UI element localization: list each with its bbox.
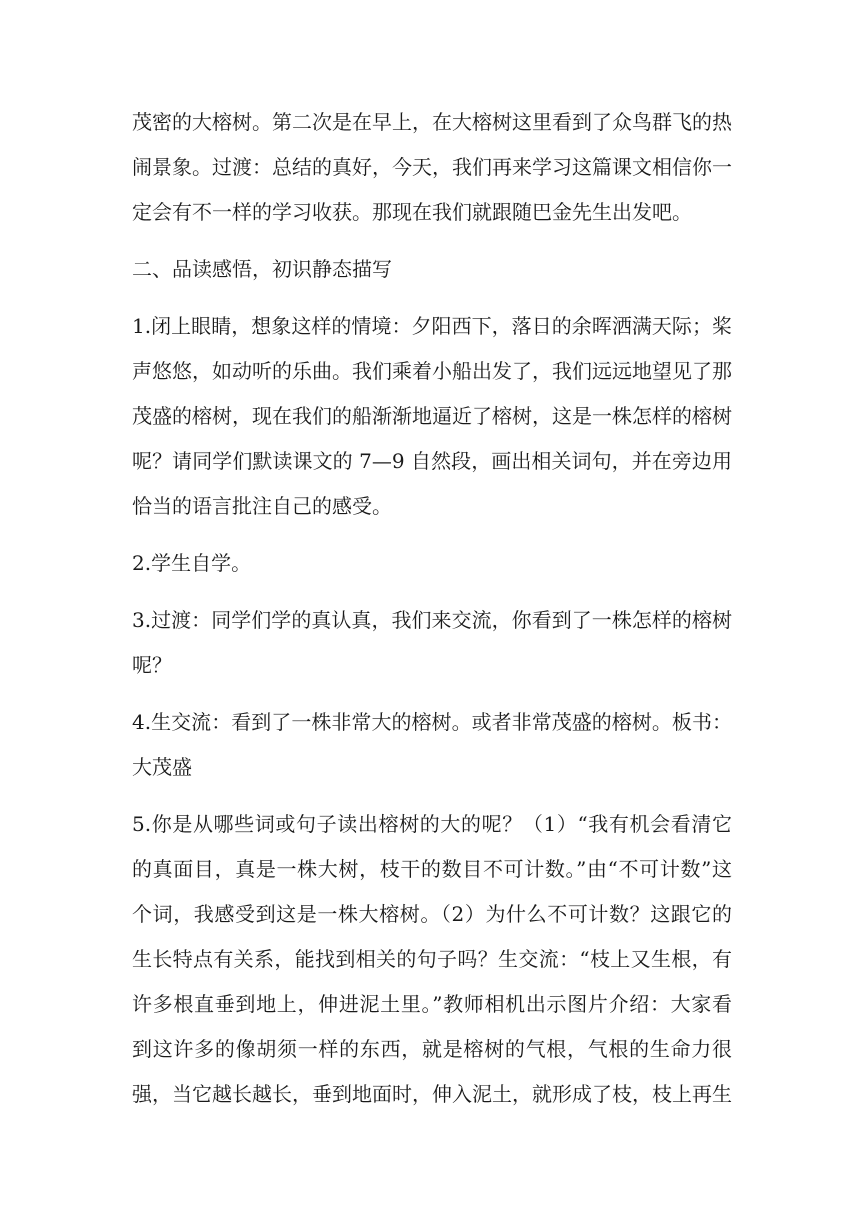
paragraph-continuation: 茂密的大榕树。第二次是在早上，在大榕树这里看到了众鸟群飞的热闹景象。过渡：总结的真好，今天，我们再来学习这篇课文相信你一定会有不一样的学习收获。那现在我们就跟随巴金先生出发吧。 [132, 110, 732, 224]
paragraph-step-2: 2.学生自学。 [132, 551, 252, 575]
paragraph-step-3: 3.过渡：同学们学的真认真，我们来交流，你看到了一株怎样的榕树呢？ [132, 608, 732, 677]
paragraph-step-5: 5.你是从哪些词或句子读出榕树的大的呢？（1）“我有机会看清它的真面目，真是一株大树，枝干的数目不可计数。”由“不可计数”这个词，我感受到这是一株大榕树。（2）为什么不可计数？这跟它的生长特点有关系，能找到相关的句子吗？生交流：“枝上又生根，有许多根直垂到地上，伸进泥土里。”教师相机出示图片介绍：大家看到这许多的像胡须一样的东西，就是榕树的气根，气根的生命力很强，当它越长越长，垂到地面时，伸入泥土，就形成了枝，枝上再生 [132, 812, 732, 1106]
paragraph-step-1: 1.闭上眼睛，想象这样的情境：夕阳西下，落日的余晖洒满天际；桨声悠悠，如动听的乐曲。我们乘着小船出发了，我们远远地望见了那茂盛的榕树，现在我们的船渐渐地逼近了榕树，这是一株怎样的榕树呢？请同学们默读课文的 7—9 自然段，画出相关词句，并在旁边用恰当的语言批注自己的感受。 [132, 314, 732, 518]
section-heading: 二、品读感悟，初识静态描写 [132, 257, 392, 281]
document-body [132, 100, 732, 1129]
paragraph-step-4: 4.生交流：看到了一株非常大的榕树。或者非常茂盛的榕树。板书：大茂盛 [132, 710, 732, 779]
